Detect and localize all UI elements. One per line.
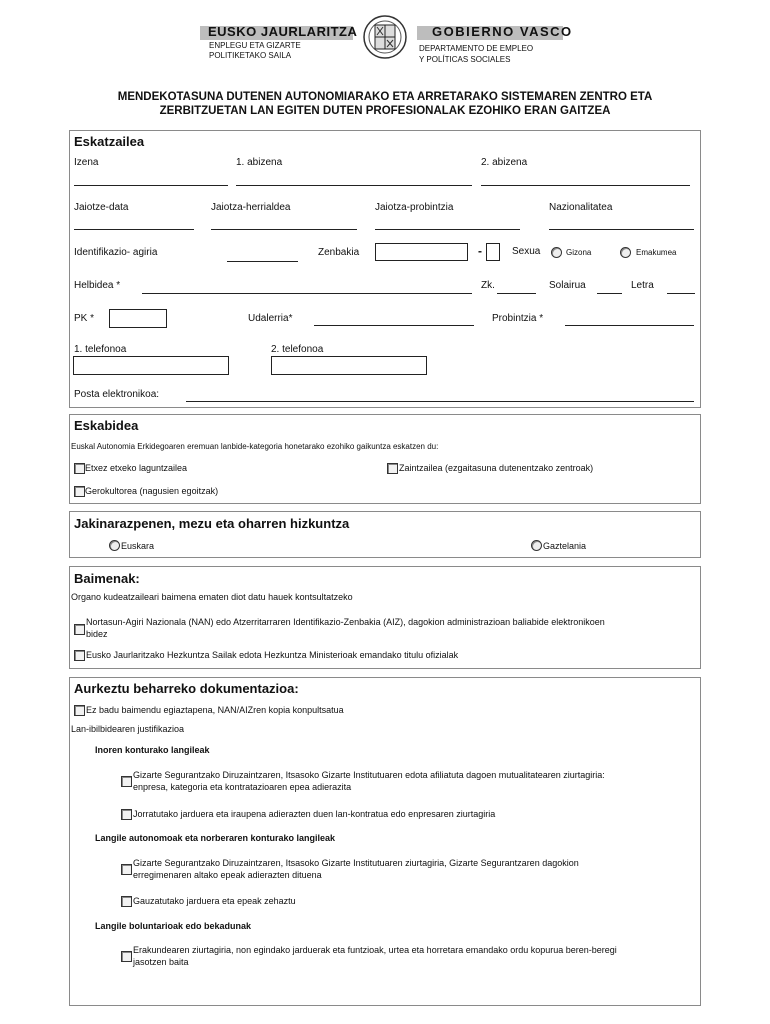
municipality-field[interactable] xyxy=(314,325,474,326)
document-title-line-2: ZERBITZUETAN LAN EGITEN DUTEN PROFESIONALAK EZOHIKO ERAN GAITZEA xyxy=(159,105,611,117)
degree-consultation-label: Eusko Jaurlaritzako Hezkuntza Sailak edota Hezkuntza Ministerioak emandako titulu ofizialak xyxy=(86,650,459,660)
request-section-title: Eskabidea xyxy=(74,418,139,433)
header-right-dept-1: DEPARTAMENTO DE EMPLEO xyxy=(419,44,534,53)
phone2-label: 2. telefonoa xyxy=(271,344,324,355)
employment-contract-label: Jorratutako jarduera eta iraupena adierazten duen lan-kontratua edo enpresaren ziurtagiria xyxy=(133,809,496,819)
id-consultation-label-line-1: Nortasun-Agiri Nazionala (NAN) edo Atzerritarraren Identifikazio-Zenbakia (AIZ), dagokion administrazioan baliabide elektronikoen xyxy=(86,617,605,627)
sex-female-radio[interactable] xyxy=(620,247,631,258)
id-document-label: Identifikazio- agiria xyxy=(74,247,158,258)
floor-field[interactable] xyxy=(597,293,622,294)
letter-field[interactable] xyxy=(667,293,695,294)
birth-province-label: Jaiotza-probintzia xyxy=(375,202,454,213)
self-employed-certificate-label-line-2: erregimenaren altako epeak adierazten dituena xyxy=(133,870,322,880)
request-intro: Euskal Autonomia Erkidegoaren eremuan lanbide-kategoria honetarako ezohiko gaikuntza eskatzen du: xyxy=(71,442,439,451)
id-dash: - xyxy=(478,244,482,258)
header-left-dept-2: POLITIKETAKO SAILA xyxy=(209,51,292,60)
document-title-line-1: MENDEKOTASUNA DUTENEN AUTONOMIARAKO ETA ARRETARAKO SISTEMAREN ZENTRO ETA xyxy=(117,91,653,103)
organization-certificate-label-line-1: Erakundearen ziurtagiria, non egindako jarduerak eta funtzioak, urtea eta horretara emandako ordu kopurua beren-beregi xyxy=(133,945,617,955)
birth-date-label: Jaiotze-data xyxy=(74,202,129,213)
municipality-label: Udalerria* xyxy=(248,313,293,324)
header-right-dept-2: Y POLÍTICAS SOCIALES xyxy=(419,55,511,64)
permissions-section-title: Baimenak: xyxy=(74,571,140,586)
birth-town-label: Jaiotza-herrialdea xyxy=(211,202,291,213)
employee-certificate-checkbox[interactable] xyxy=(121,776,132,787)
header-left-org: EUSKO JAURLARITZA xyxy=(208,24,358,39)
language-section-title: Jakinarazpenen, mezu eta oharren hizkuntza xyxy=(74,516,350,531)
province-field[interactable] xyxy=(565,325,694,326)
gerocultor-label: Gerokultorea (nagusien egoitzak) xyxy=(85,486,219,496)
birth-province-field[interactable] xyxy=(375,229,520,230)
phone1-label: 1. telefonoa xyxy=(74,344,127,355)
caregiver-checkbox[interactable] xyxy=(387,463,398,474)
letter-label: Letra xyxy=(631,280,654,291)
employee-certificate-label-line-2: enpresa, kategoria eta kontratazioaren epea adierazita xyxy=(133,782,352,792)
organization-certificate-checkbox[interactable] xyxy=(121,951,132,962)
activity-details-label: Gauzatutako jarduera eta epeak zehaztu xyxy=(133,896,296,906)
self-employed-certificate-checkbox[interactable] xyxy=(121,864,132,875)
nationality-field[interactable] xyxy=(549,229,694,230)
basque-label: Euskara xyxy=(121,541,155,551)
surname2-label: 2. abizena xyxy=(481,157,528,168)
id-letter-input[interactable] xyxy=(486,243,500,261)
id-copy-checkbox[interactable] xyxy=(74,705,85,716)
sex-male-label: Gizona xyxy=(566,248,592,257)
postal-code-input[interactable] xyxy=(109,309,167,328)
phone1-input[interactable] xyxy=(73,356,229,375)
caregiver-label: Zaintzailea (ezgaitasuna dutenentzako zentroak) xyxy=(399,463,594,473)
address-field[interactable] xyxy=(142,293,472,294)
volunteers-heading: Langile boluntarioak edo bekadunak xyxy=(95,921,252,931)
address-label: Helbidea * xyxy=(74,280,121,291)
spanish-radio[interactable] xyxy=(531,540,542,551)
house-number-label: Zk. xyxy=(481,280,495,291)
id-document-field[interactable] xyxy=(227,261,298,262)
work-history-heading: Lan-ibilbidearen justifikazioa xyxy=(71,724,185,734)
basque-radio[interactable] xyxy=(109,540,120,551)
home-assistant-checkbox[interactable] xyxy=(74,463,85,474)
id-number-label: Zenbakia xyxy=(318,247,360,258)
degree-consultation-checkbox[interactable] xyxy=(74,650,85,661)
surname1-field[interactable] xyxy=(236,185,472,186)
activity-details-checkbox[interactable] xyxy=(121,896,132,907)
name-label: Izena xyxy=(74,157,99,168)
employment-contract-checkbox[interactable] xyxy=(121,809,132,820)
documents-section-title: Aurkeztu beharreko dokumentazioa: xyxy=(74,681,299,696)
gerocultor-checkbox[interactable] xyxy=(74,486,85,497)
self-employed-certificate-label-line-1: Gizarte Segurantzako Diruzaintzaren, Itsasoko Gizarte Institutuaren ziurtagiria, Gizarte Segurantzaren dagokion xyxy=(133,858,579,868)
id-consultation-checkbox[interactable] xyxy=(74,624,85,635)
province-label: Probintzia * xyxy=(492,313,544,324)
header-left-dept-1: ENPLEGU ETA GIZARTE xyxy=(209,41,301,50)
id-copy-label: Ez badu baimendu egiaztapena, NAN/AIZren kopia konpultsatua xyxy=(86,705,344,715)
email-field[interactable] xyxy=(186,401,694,402)
email-label: Posta elektronikoa: xyxy=(74,389,160,400)
surname1-label: 1. abizena xyxy=(236,157,283,168)
sex-female-label: Emakumea xyxy=(636,248,677,257)
floor-label: Solairua xyxy=(549,280,586,291)
house-number-field[interactable] xyxy=(497,293,536,294)
spanish-label: Gaztelania xyxy=(543,541,587,551)
birth-town-field[interactable] xyxy=(211,229,357,230)
postal-code-label: PK * xyxy=(74,313,95,324)
home-assistant-label: Etxez etxeko laguntzailea xyxy=(85,463,188,473)
birth-date-field[interactable] xyxy=(74,229,194,230)
employee-certificate-label-line-1: Gizarte Segurantzako Diruzaintzaren, Itsasoko Gizarte Institutuaren edota afiliatuta dagoen mutualitatearen ziurtagiria: xyxy=(133,770,605,780)
id-number-input[interactable] xyxy=(375,243,468,261)
employees-heading: Inoren konturako langileak xyxy=(95,745,210,755)
surname2-field[interactable] xyxy=(481,185,690,186)
organization-certificate-label-line-2: jasotzen baita xyxy=(133,957,189,967)
phone2-input[interactable] xyxy=(271,356,427,375)
coat-of-arms-icon xyxy=(361,13,409,61)
sex-male-radio[interactable] xyxy=(551,247,562,258)
applicant-section-title: Eskatzailea xyxy=(74,134,145,149)
id-consultation-label-line-2: bidez xyxy=(86,629,108,639)
header-right-org: GOBIERNO VASCO xyxy=(432,24,573,39)
sex-label: Sexua xyxy=(512,246,541,257)
nationality-label: Nazionalitatea xyxy=(549,202,613,213)
name-field[interactable] xyxy=(74,185,228,186)
permissions-intro: Organo kudeatzaileari baimena ematen diot datu hauek kontsultatzeko xyxy=(71,592,353,602)
self-employed-heading: Langile autonomoak eta norberaren konturako langileak xyxy=(95,833,336,843)
